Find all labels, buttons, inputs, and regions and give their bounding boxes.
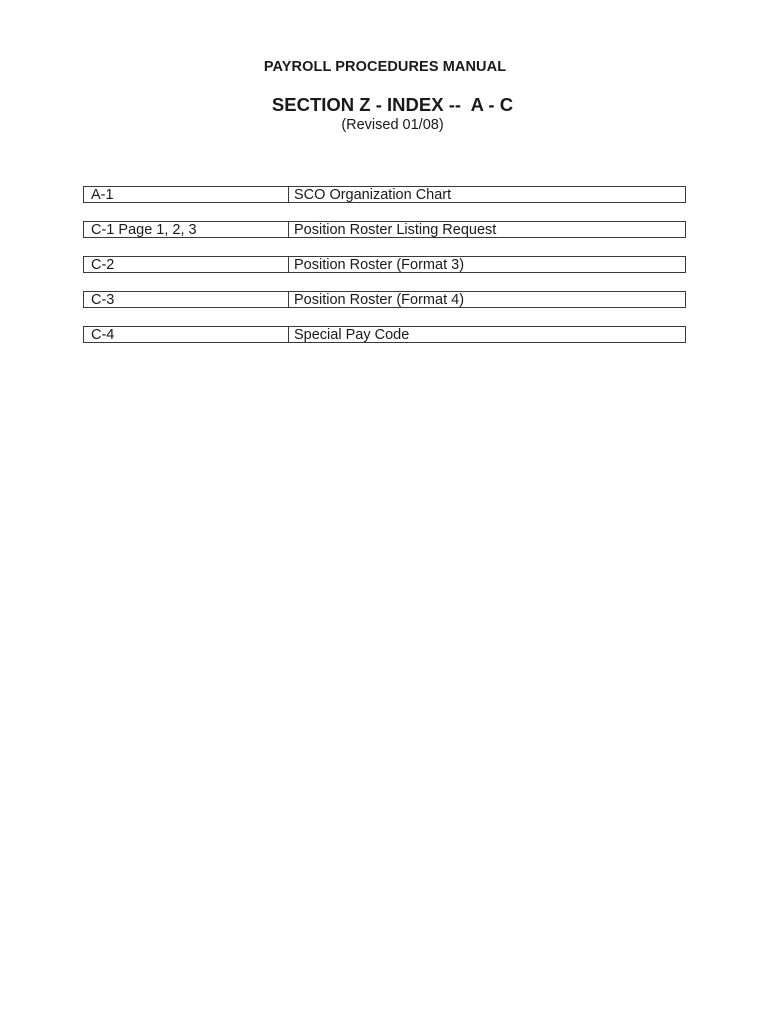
index-code: C-2 (84, 257, 289, 272)
index-code: C-4 (84, 327, 289, 342)
revised-date: (Revised 01/08) (341, 117, 444, 133)
manual-title: PAYROLL PROCEDURES MANUAL (263, 59, 507, 75)
index-row (83, 291, 686, 308)
index-row (83, 326, 686, 343)
index-code: A-1 (84, 187, 289, 202)
index-row (83, 221, 686, 238)
section-title: SECTION Z - INDEX -- A - C (271, 94, 514, 115)
index-description: Position Roster (Format 3) (294, 257, 465, 273)
index-row (83, 186, 686, 203)
index-code: C-3 (84, 292, 289, 307)
index-table (83, 186, 686, 361)
index-row (83, 256, 686, 273)
index-description: Special Pay Code (294, 327, 410, 343)
index-description: Position Roster (Format 4) (294, 292, 465, 308)
index-description: SCO Organization Chart (294, 187, 452, 203)
index-description: Position Roster Listing Request (294, 222, 497, 238)
index-code: C-1 Page 1, 2, 3 (84, 222, 289, 237)
